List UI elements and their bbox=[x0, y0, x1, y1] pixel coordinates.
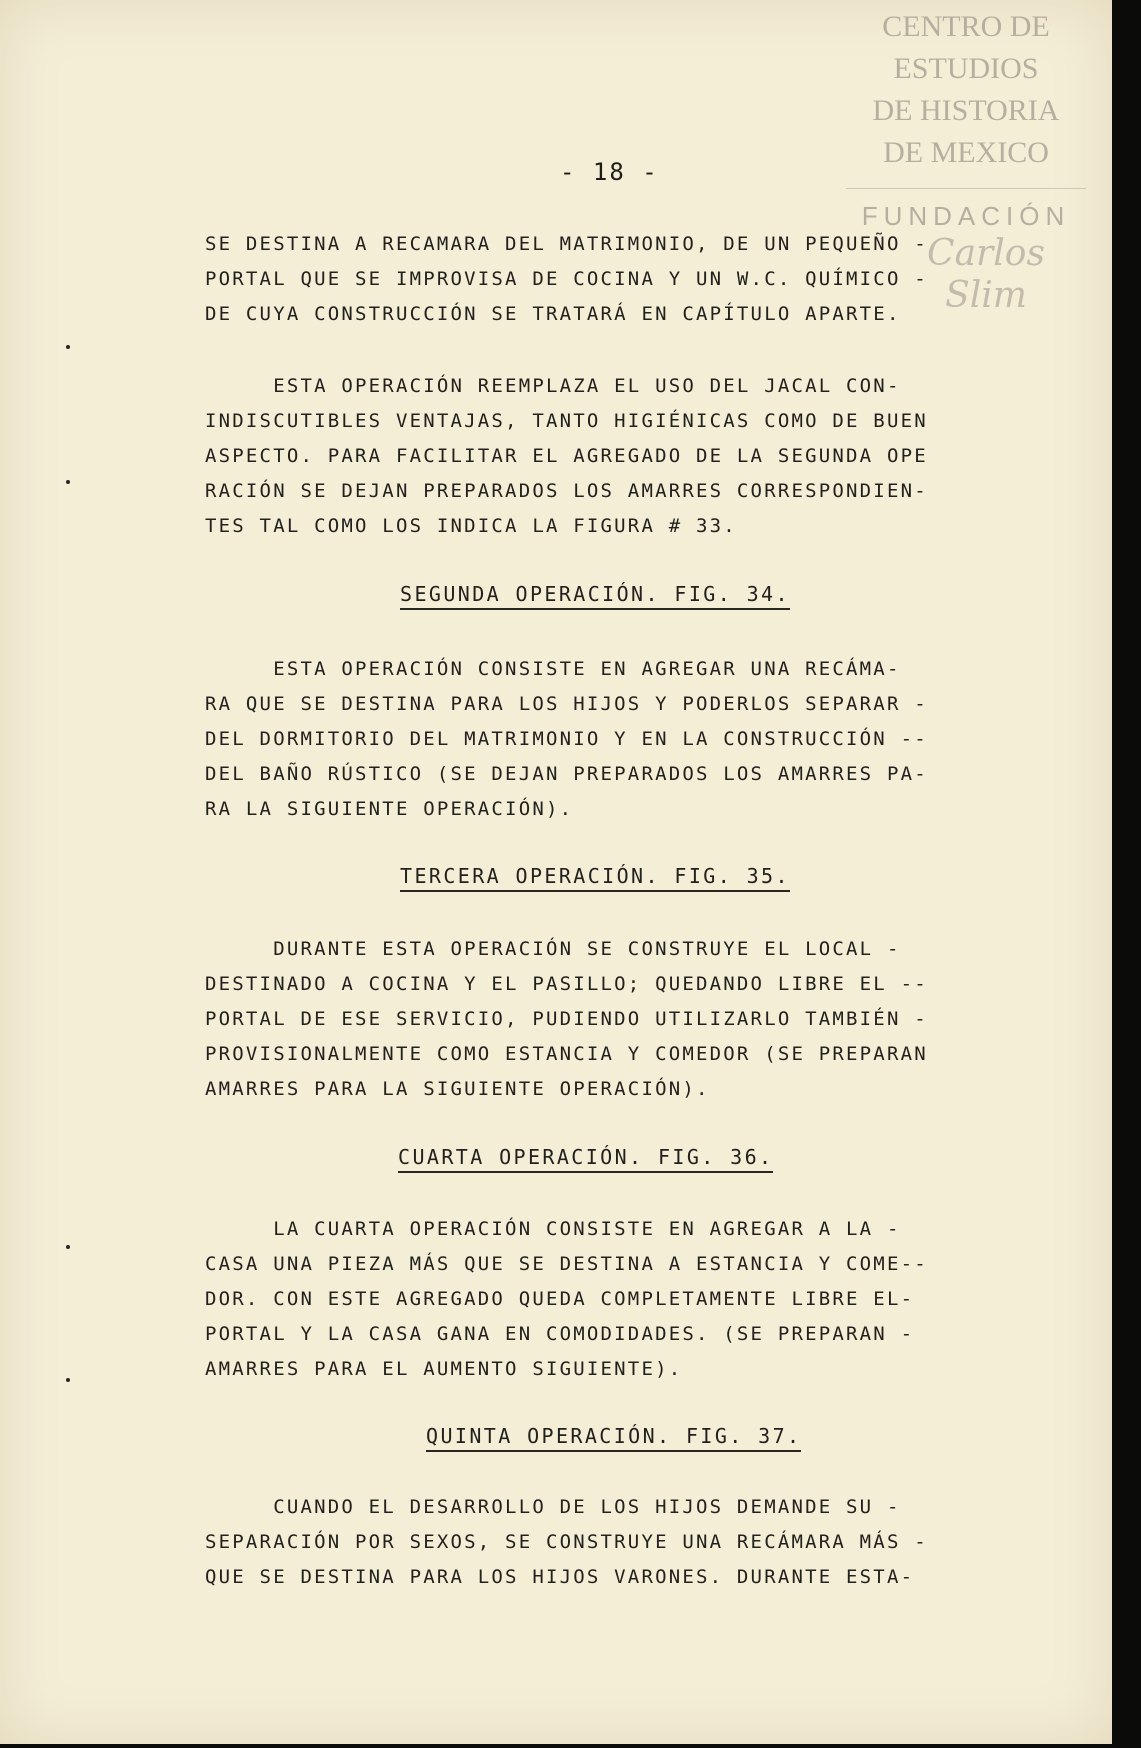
paragraph bbox=[205, 932, 1000, 1107]
text-line: DOR. CON ESTE AGREGADO QUEDA COMPLETAMENTE LIBRE EL- bbox=[205, 1288, 915, 1310]
margin-mark bbox=[66, 345, 70, 349]
margin-mark bbox=[66, 1378, 70, 1382]
text-line: PORTAL Y LA CASA GANA EN COMODIDADES. (SE PREPARAN - bbox=[205, 1323, 915, 1345]
text-line: LA CUARTA OPERACIÓN CONSISTE EN AGREGAR A LA - bbox=[205, 1218, 901, 1240]
watermark-signature: Carlos Slim bbox=[927, 233, 1045, 316]
paragraph bbox=[205, 227, 1000, 332]
text-line: ESTA OPERACIÓN CONSISTE EN AGREGAR UNA RECÁMA- bbox=[205, 658, 901, 680]
text-line: ASPECTO. PARA FACILITAR EL AGREGADO DE LA SEGUNDA OPE bbox=[205, 445, 928, 467]
section-heading: QUINTA OPERACIÓN. FIG. 37. bbox=[426, 1424, 801, 1452]
text-line: PROVISIONALMENTE COMO ESTANCIA Y COMEDOR (SE PREPARAN bbox=[205, 1043, 928, 1065]
paragraph bbox=[205, 1212, 1000, 1387]
watermark-line: DE HISTORIA bbox=[872, 94, 1060, 127]
watermark-foundation: FUNDACIÓN bbox=[846, 188, 1086, 237]
text-line: TES TAL COMO LOS INDICA LA FIGURA # 33. bbox=[205, 515, 737, 537]
text-line: DE CUYA CONSTRUCCIÓN SE TRATARÁ EN CAPÍTULO APARTE. bbox=[205, 303, 901, 325]
text-line: RA LA SIGUIENTE OPERACIÓN). bbox=[205, 798, 574, 820]
section-heading: CUARTA OPERACIÓN. FIG. 36. bbox=[398, 1145, 773, 1173]
text-line: CASA UNA PIEZA MÁS QUE SE DESTINA A ESTANCIA Y COME-- bbox=[205, 1253, 928, 1275]
text-line: CUANDO EL DESARROLLO DE LOS HIJOS DEMANDE SU - bbox=[205, 1496, 901, 1518]
text-line: PORTAL DE ESE SERVICIO, PUDIENDO UTILIZARLO TAMBIÉN - bbox=[205, 1008, 928, 1030]
watermark-line: CENTRO DE bbox=[882, 10, 1050, 43]
text-line: DESTINADO A COCINA Y EL PASILLO; QUEDANDO LIBRE EL -- bbox=[205, 973, 928, 995]
watermark-line: DE MEXICO bbox=[883, 136, 1049, 169]
watermark-line: ESTUDIOS bbox=[893, 52, 1039, 85]
page-number: - 18 - bbox=[560, 158, 659, 186]
text-line: INDISCUTIBLES VENTAJAS, TANTO HIGIÉNICAS COMO DE BUEN bbox=[205, 410, 928, 432]
text-line: AMARRES PARA EL AUMENTO SIGUIENTE). bbox=[205, 1358, 683, 1380]
text-line: DEL DORMITORIO DEL MATRIMONIO Y EN LA CONSTRUCCIÓN -- bbox=[205, 728, 928, 750]
text-line: RACIÓN SE DEJAN PREPARADOS LOS AMARRES CORRESPONDIEN- bbox=[205, 480, 928, 502]
text-line: PORTAL QUE SE IMPROVISA DE COCINA Y UN W.C. QUÍMICO - bbox=[205, 268, 928, 290]
text-line: ESTA OPERACIÓN REEMPLAZA EL USO DEL JACAL CON- bbox=[205, 375, 901, 397]
margin-mark bbox=[66, 480, 70, 484]
text-line: SEPARACIÓN POR SEXOS, SE CONSTRUYE UNA RECÁMARA MÁS - bbox=[205, 1531, 928, 1553]
section-heading: TERCERA OPERACIÓN. FIG. 35. bbox=[400, 864, 790, 892]
text-line: AMARRES PARA LA SIGUIENTE OPERACIÓN). bbox=[205, 1078, 710, 1100]
paragraph bbox=[205, 1490, 1000, 1595]
text-line: SE DESTINA A RECAMARA DEL MATRIMONIO, DE UN PEQUEÑO - bbox=[205, 233, 928, 255]
text-line: RA QUE SE DESTINA PARA LOS HIJOS Y PODERLOS SEPARAR - bbox=[205, 693, 928, 715]
section-heading: SEGUNDA OPERACIÓN. FIG. 34. bbox=[400, 582, 790, 610]
paragraph bbox=[205, 369, 1000, 544]
paragraph bbox=[205, 652, 1000, 827]
text-line: DEL BAÑO RÚSTICO (SE DEJAN PREPARADOS LOS AMARRES PA- bbox=[205, 763, 928, 785]
margin-mark bbox=[66, 1245, 70, 1249]
text-line: QUE SE DESTINA PARA LOS HIJOS VARONES. DURANTE ESTA- bbox=[205, 1566, 915, 1588]
text-line: DURANTE ESTA OPERACIÓN SE CONSTRUYE EL LOCAL - bbox=[205, 938, 901, 960]
